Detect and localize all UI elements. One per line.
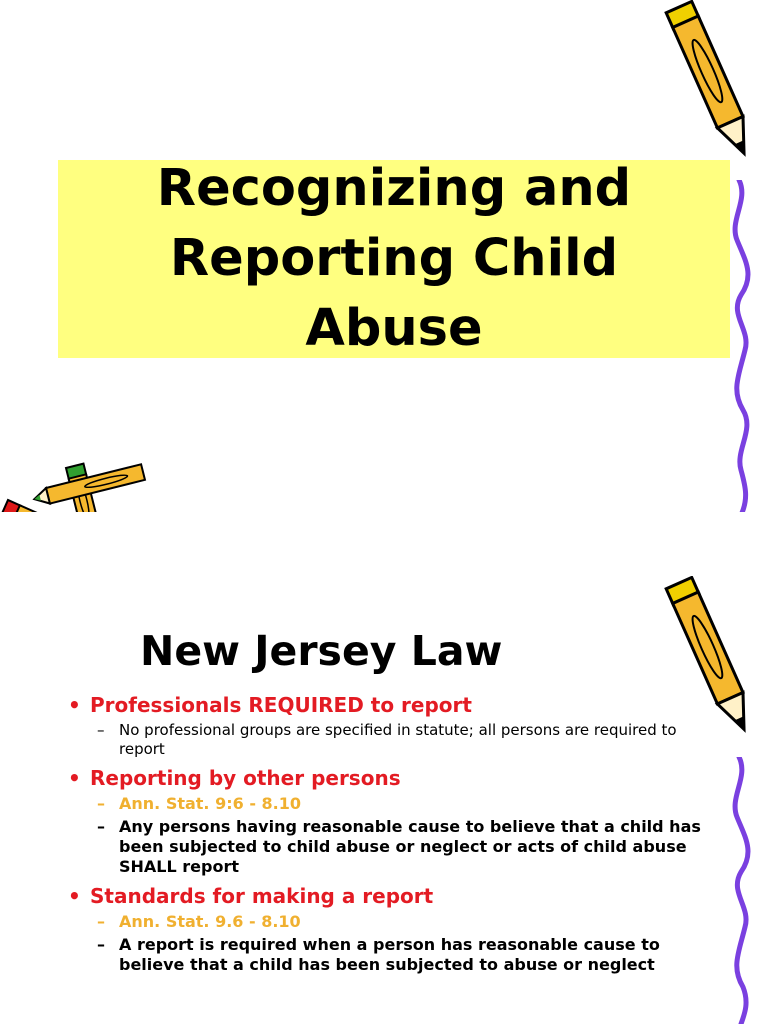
- bullet-list: [64, 686, 704, 975]
- sub-item: – No professional groups are specified in statute; all persons are required to report: [64, 721, 704, 759]
- content-slide: [0, 512, 768, 1024]
- citation-item: – Ann. Stat. 9:6 - 8.10: [64, 794, 704, 814]
- citation-item: – Ann. Stat. 9.6 - 8.10: [64, 912, 704, 932]
- slide-heading: New Jersey Law: [140, 627, 503, 675]
- squiggle-border-icon: [725, 180, 765, 512]
- slide-title: Recognizing and Reporting Child Abuse: [156, 159, 632, 358]
- squiggle-border-icon: [725, 757, 765, 1024]
- bullet-item: • Professionals REQUIRED to report: [64, 692, 704, 718]
- crossed-pencils-icon: [0, 462, 160, 512]
- sub-item: – Any persons having reasonable cause to believe that a child has been subjected to child abuse or neglect or acts of child abuse SHALL report: [64, 817, 704, 877]
- bullet-item: • Standards for making a report: [64, 883, 704, 909]
- pencil-icon: [640, 0, 755, 185]
- bullet-item: • Reporting by other persons: [64, 765, 704, 791]
- sub-item: – A report is required when a person has reasonable cause to believe that a child has been subjected to abuse or neglect: [64, 935, 704, 975]
- title-band: [58, 160, 730, 358]
